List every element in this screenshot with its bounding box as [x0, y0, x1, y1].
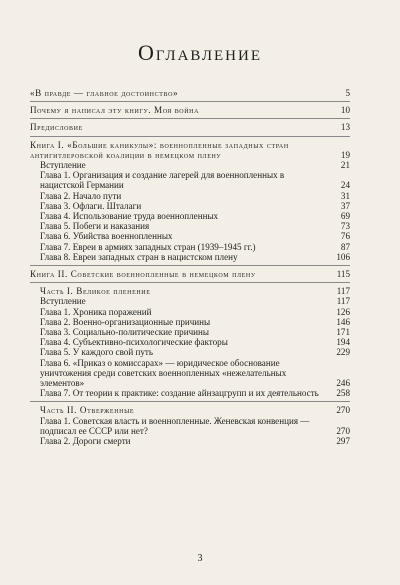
toc-page-number: 117	[336, 296, 350, 307]
table-of-contents	[30, 88, 350, 446]
toc-entry-text: Глава 2. Начало пути	[40, 190, 122, 201]
divider	[30, 118, 350, 119]
toc-entry[interactable]	[30, 88, 350, 98]
toc-entry-text: Часть I. Великое пленение	[40, 286, 151, 297]
toc-page-number: 87	[340, 241, 350, 252]
toc-page-number: 13	[340, 122, 350, 133]
toc-page-number: 106	[336, 251, 350, 262]
divider	[30, 401, 350, 402]
toc-entry-part[interactable]	[40, 405, 350, 415]
toc-entry-text: Книга I. «Большие каникулы»: военнопленные западных стран антигитлеровской коалиции в немецком плену	[30, 139, 289, 160]
toc-entry-text: Вступление	[40, 296, 86, 307]
toc-entry-text: Глава 7. От теории к практике: создание айнзацгрупп и их деятельность	[40, 388, 319, 399]
toc-entry[interactable]	[40, 170, 350, 190]
divider	[30, 282, 350, 283]
toc-page-number: 171	[336, 327, 350, 338]
toc-entry-text: Глава 2. Дороги смерти	[40, 436, 131, 447]
toc-page-number: 73	[340, 221, 350, 232]
toc-page-number: 297	[336, 436, 350, 447]
toc-entry-text: Вступление	[40, 160, 86, 171]
toc-entry-part[interactable]	[40, 286, 350, 296]
toc-entry-text: Глава 1. Хроника поражений	[40, 306, 152, 317]
page-number: 3	[197, 553, 203, 564]
toc-entry-text: Глава 5. У каждого свой путь	[40, 347, 154, 358]
toc-entry-text: Глава 6. «Приказ о комиссарах» — юридическое обоснование уничтожения среди советских военнопленных «нежелательных элементов»	[40, 357, 287, 389]
toc-entry[interactable]	[40, 201, 350, 211]
toc-entry[interactable]	[40, 347, 350, 357]
toc-entry[interactable]	[40, 221, 350, 231]
toc-page-number: 270	[336, 405, 350, 416]
toc-page-number: 21	[340, 160, 350, 171]
toc-entry-text: Часть II. Отверженные	[40, 405, 135, 416]
toc-entry-text: Предисловие	[30, 122, 83, 133]
toc-entry-book[interactable]	[30, 140, 350, 160]
toc-entry-book[interactable]	[30, 269, 350, 279]
toc-entry-text: Глава 5. Побеги и наказания	[40, 221, 150, 232]
page-title: Оглавление	[137, 40, 263, 65]
toc-page-number: 270	[336, 425, 350, 436]
toc-entry[interactable]	[40, 211, 350, 221]
divider	[30, 136, 350, 137]
toc-entry-text: Глава 1. Советская власть и военнопленные. Женевская конвенция — подписал ее СССР или нет?	[40, 415, 310, 436]
toc-page-number: 258	[336, 388, 350, 399]
toc-page-number: 117	[336, 286, 350, 297]
toc-entry-text: Глава 1. Организация и создание лагерей для военнопленных в нацистской Германии	[40, 170, 285, 191]
toc-page-number: 37	[340, 200, 350, 211]
toc-page-number: 246	[336, 378, 350, 389]
toc-entry[interactable]	[40, 416, 350, 436]
toc-page-number: 24	[340, 180, 350, 191]
toc-page-number: 146	[336, 316, 350, 327]
toc-entry[interactable]	[40, 252, 350, 262]
toc-entry[interactable]	[40, 317, 350, 327]
toc-page-number: 69	[340, 211, 350, 222]
toc-entry[interactable]	[30, 122, 350, 132]
toc-entry-text: Глава 4. Использование труда военнопленных	[40, 211, 219, 222]
toc-entry-text: Глава 7. Евреи в армиях западных стран (1939–1945 гг.)	[40, 241, 256, 252]
toc-entry[interactable]	[40, 242, 350, 252]
toc-page-number: 10	[340, 105, 350, 116]
toc-page-number: 76	[340, 231, 350, 242]
toc-entry[interactable]	[40, 436, 350, 446]
divider	[30, 101, 350, 102]
toc-entry-text: Глава 6. Убийства военнопленных	[40, 231, 173, 242]
toc-entry[interactable]	[30, 105, 350, 115]
divider	[30, 265, 350, 266]
toc-page-number: 19	[340, 149, 350, 160]
toc-entry[interactable]	[40, 327, 350, 337]
toc-entry[interactable]	[40, 358, 350, 389]
toc-entry[interactable]	[40, 191, 350, 201]
toc-entry-text: Глава 8. Евреи западных стран в нацистском плену	[40, 251, 238, 262]
toc-page-number: 126	[336, 306, 350, 317]
toc-entry[interactable]	[40, 160, 350, 170]
toc-entry[interactable]	[40, 307, 350, 317]
toc-entry[interactable]	[40, 231, 350, 241]
toc-entry-text: Глава 3. Социально-политические причины	[40, 327, 210, 338]
toc-page-number: 115	[336, 269, 350, 280]
toc-page-number: 5	[345, 88, 350, 98]
toc-entry-text: Почему я написал эту книгу. Моя война	[30, 105, 200, 116]
toc-entry[interactable]	[40, 337, 350, 347]
toc-entry[interactable]	[40, 388, 350, 398]
toc-entry[interactable]	[40, 296, 350, 306]
toc-entry-text: Книга II. Советские военнопленные в немецком плену	[30, 269, 256, 280]
toc-page-number: 229	[336, 347, 350, 358]
toc-entry-text: Глава 2. Военно-организационные причины	[40, 316, 211, 327]
toc-page-number: 194	[336, 337, 350, 348]
toc-entry-text: Глава 4. Субъективно-психологические факторы	[40, 337, 228, 348]
toc-page-number: 31	[340, 190, 350, 201]
toc-entry-text: «В правде — главное достоинство»	[30, 88, 179, 98]
toc-entry-text: Глава 3. Офлаги. Шталаги	[40, 200, 142, 211]
